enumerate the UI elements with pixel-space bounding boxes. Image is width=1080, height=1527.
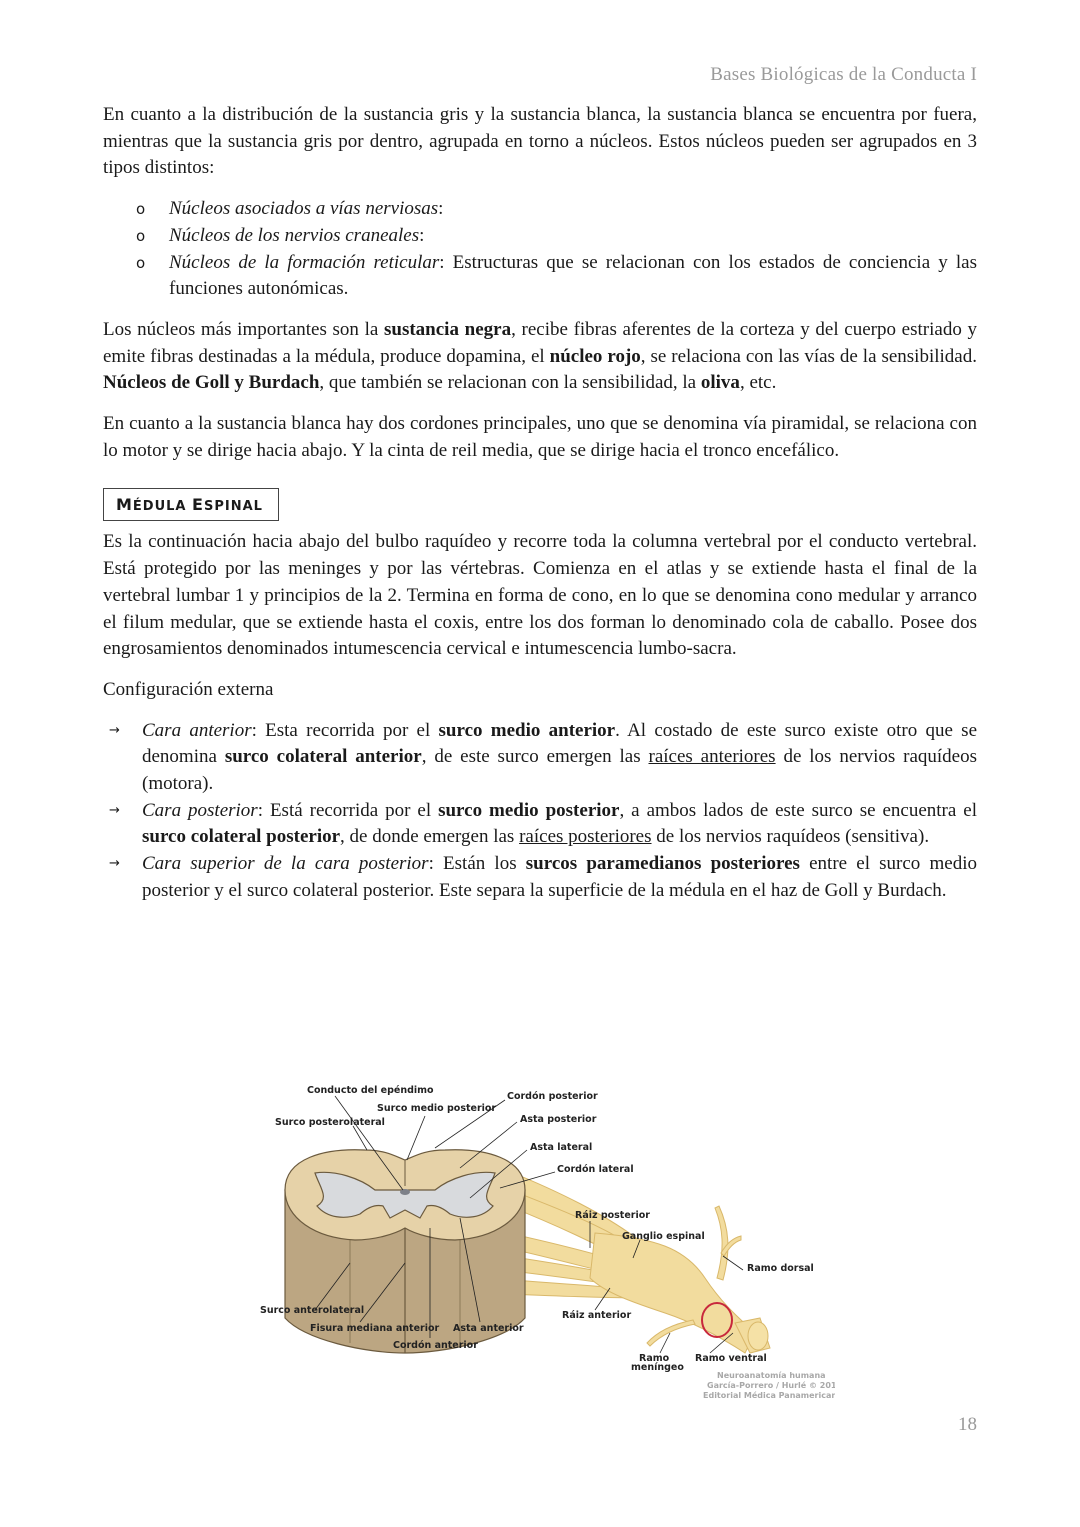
label-ramo-meningeo-2: meníngeo bbox=[631, 1362, 684, 1373]
nucleus-types-list bbox=[103, 196, 977, 303]
term-oliva: oliva bbox=[700, 372, 740, 394]
list-item-cara-posterior: → Cara posterior: Está recorrida por el surco medio posterior, a ambos lados de este surco se encuentra el surco colateral posterior, de donde emergen las raíces posteriores de los nervios raquídeos (sensitiva). bbox=[109, 799, 977, 848]
paragraph-distribution: En cuanto a la distribución de la sustancia gris y la sustancia blanca, la sustancia blanca se encuentra por fuera, mientras que la sustancia gris por dentro, agrupada en torno a núcleos. Estos núcleos pueden ser agrupados en 3 tipos distintos: bbox=[103, 104, 977, 179]
label-surco-posterolateral: Surco posterolateral bbox=[275, 1117, 385, 1128]
label-fisura-mediana-anterior: Fisura mediana anterior bbox=[310, 1323, 440, 1334]
label-ganglio-espinal: Ganglio espinal bbox=[622, 1231, 705, 1242]
circle-bullet-icon: o bbox=[136, 200, 146, 219]
label-raiz-anterior: Ráiz anterior bbox=[562, 1310, 632, 1321]
spinal-cord-diagram bbox=[255, 1078, 835, 1403]
list-item-title: Núcleos asociados a vías nerviosas bbox=[169, 198, 439, 220]
label-ramo-dorsal: Ramo dorsal bbox=[747, 1263, 814, 1274]
credit-line-2: García-Porrero / Hurlé © 2014 bbox=[707, 1381, 835, 1390]
list-item-cara-anterior: → Cara anterior: Esta recorrida por el surco medio anterior. Al costado de este surco existe otro que se denomina surco colateral anterior, de este surco emergen las raíces anteriores de los nervios raquídeos (motora). bbox=[109, 719, 978, 795]
page-number: 18 bbox=[958, 1414, 977, 1435]
list-item: o Núcleos de los nervios craneales: bbox=[103, 223, 977, 250]
list-item-title: Núcleos de la formación reticular bbox=[169, 251, 440, 273]
term-sustancia-negra: sustancia negra bbox=[384, 318, 512, 340]
arrow-bullet-icon: → bbox=[109, 722, 120, 738]
label-conducto-ependimo: Conducto del epéndimo bbox=[307, 1085, 434, 1096]
paragraph-white-matter: En cuanto a la sustancia blanca hay dos cordones principales, uno que se denomina vía piramidal, se relaciona con lo motor y se dirige hacia abajo. Y la cinta de reil media, que se dirige hacia el tronco encefálico. bbox=[103, 413, 977, 461]
running-header: Bases Biológicas de la Conducta I bbox=[710, 64, 977, 85]
circle-bullet-icon: o bbox=[136, 226, 146, 245]
label-cordon-lateral: Cordón lateral bbox=[557, 1164, 634, 1175]
label-surco-anterolateral: Surco anterolateral bbox=[260, 1305, 365, 1316]
list-item-cara-superior: → Cara superior de la cara posterior: Están los surcos paramedianos posteriores entre el surco medio posterior y el surco colateral posterior. Este separa la superficie de la médula en el haz de Goll y Burdach. bbox=[109, 853, 977, 901]
list-item: o Núcleos asociados a vías nerviosas: bbox=[103, 196, 977, 223]
label-cordon-anterior: Cordón anterior bbox=[393, 1340, 478, 1351]
subheading-configuracion-externa: Configuración externa bbox=[103, 678, 274, 700]
label-ramo-meningeo: Ramo bbox=[639, 1353, 670, 1364]
list-item-text: Estructuras que se relacionan con los estados de conciencia y las funciones autonómicas. bbox=[169, 251, 977, 300]
list-item-title: Núcleos de los nervios craneales bbox=[169, 224, 420, 246]
label-asta-anterior: Asta anterior bbox=[453, 1323, 524, 1334]
circle-bullet-icon: o bbox=[136, 253, 146, 272]
credit-line-1: Neuroanatomía humana bbox=[717, 1371, 826, 1380]
label-ramo-ventral: Ramo ventral bbox=[695, 1353, 767, 1364]
faces-list bbox=[103, 718, 977, 905]
paragraph-medula-intro: Es la continuación hacia abajo del bulbo raquídeo y recorre toda la columna vertebral por el conducto vertebral. Está protegido por las meninges y por las vértebras. Comienza en el atlas y se extiende hasta el final de la vertebral lumbar 1 y principios de la 2. Termina en forma de cono, en lo que se denomina cono medular y arranco el filum medular, que se extiende hasta el coxis, entre los dos forman lo denominado cola de caballo. Posee dos engrosamientos denominados intumescencia cervical e intumescencia lumbo-sacra. bbox=[103, 531, 977, 660]
paragraph-important-nuclei: Los núcleos más importantes son la sustancia negra, recibe fibras aferentes de la corteza y del cuerpo estriado y emite fibras destinadas a la médula, produce dopamina, el núcleo rojo, se relaciona con las vías de la sensibilidad. Núcleos de Goll y Burdach, que también se relacionan con la sensibilidad, la oliva, etc. bbox=[103, 318, 977, 394]
term-goll-burdach: Núcleos de Goll y Burdach bbox=[103, 372, 320, 394]
list-item: o Núcleos de la formación reticular: Estructuras que se relacionan con los estados de conciencia y las funciones autonómicas. bbox=[136, 251, 977, 300]
label-raiz-posterior: Ráiz posterior bbox=[575, 1210, 650, 1221]
term-nucleo-rojo: núcleo rojo bbox=[549, 345, 641, 367]
credit-line-3: Editorial Médica Panamericana bbox=[703, 1391, 835, 1400]
label-cordon-posterior: Cordón posterior bbox=[507, 1091, 598, 1102]
label-asta-posterior: Asta posterior bbox=[520, 1114, 597, 1125]
page-content bbox=[103, 102, 977, 905]
label-asta-lateral: Asta lateral bbox=[530, 1142, 593, 1153]
section-heading-medula-espinal: MÉDULA ESPINAL bbox=[103, 488, 279, 521]
arrow-bullet-icon: → bbox=[109, 802, 120, 818]
label-surco-medio-posterior: Surco medio posterior bbox=[377, 1103, 497, 1114]
arrow-bullet-icon: → bbox=[109, 856, 120, 872]
